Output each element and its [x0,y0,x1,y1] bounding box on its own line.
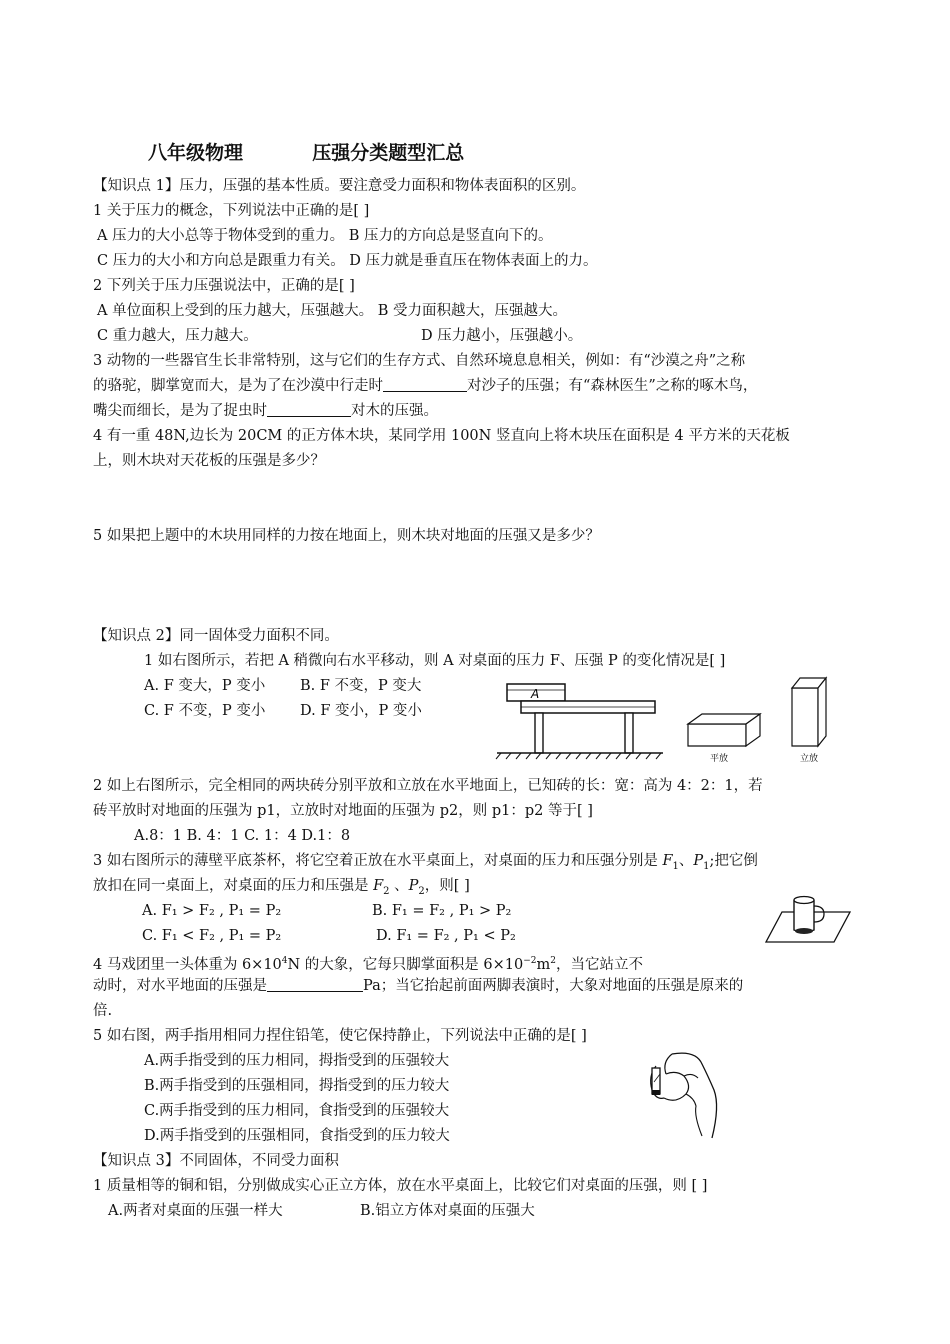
question-3-1-option-b: B.铝立方体对桌面的压强大 [360,1203,535,1219]
question-2-5-option-b: B.两手指受到的压强相同，拇指受到的压力较大 [144,1078,450,1094]
cup-on-table-figure [764,890,854,946]
question-1-3-line1: 3 动物的一些器官生长非常特别，这与它们的生存方式、自然环境息息相关，例如：有“沙漠之舟”之称 [93,353,746,369]
question-2-3-option-b: B. F₁ = F₂ , P₁ > P₂ [372,903,512,919]
hand-outline [672,1053,717,1138]
question-1-2: 2 下列关于压力压强说法中，正确的是[ ] [93,278,355,294]
question-2-2-line2: 砖平放时对地面的压强为 p1，立放时对地面的压强为 p2，则 p1：p2 等于[ ] [93,803,593,819]
question-2-1: 1 如右图所示，若把 A 稍微向右水平移动，则 A 对桌面的压力 F、压强 P 的变化情况是[ ] [144,653,726,669]
block-a-label: A [531,687,540,701]
question-1-3-line2: 的骆驼，脚掌宽而大，是为了在沙漠中行走时 对沙子的压强；有“森林医生”之称的啄木鸟， [93,378,758,394]
question-1-2-options-ab: A 单位面积上受到的压力越大，压强越大。 B 受力面积越大，压强越大。 [97,303,567,319]
knowledge-point-1: 【知识点 1】压力，压强的基本性质。要注意受力面积和物体表面积的区别。 [93,178,586,194]
question-2-5-option-d: D.两手指受到的压强相同，食指受到的压力较大 [144,1128,450,1144]
question-2-3-option-c: C. F₁ < F₂ , P₁ = P₂ [142,928,282,944]
question-2-3-line1: 3 如右图所示的薄壁平底茶杯，将它空着正放在水平桌面上，对桌面的压力和压强分别是 $F_1$、$P_1$;把它倒 [93,853,758,872]
question-1-1-options-ab: A 压力的大小总等于物体受到的重力。 B 压力的方向总是竖直向下的。 [97,228,553,244]
answer-blank[interactable] [267,402,351,417]
title-grade: 八年级物理 [148,142,244,164]
answer-blank[interactable] [267,977,363,992]
question-2-5-option-a: A.两手指受到的压力相同，拇指受到的压强较大 [144,1053,450,1069]
question-2-3-option-d: D. F₁ = F₂ , P₁ < P₂ [376,928,516,944]
question-1-2-option-d: D 压力越小，压强越小。 [421,328,583,344]
question-2-4-line3: 倍. [93,1003,113,1019]
hand-pencil-figure [636,1046,726,1142]
question-2-1-option-d: D. F 变小，P 变小 [300,703,422,719]
cup-body [794,900,814,932]
question-2-4-line1: 4 马戏团里一头体重为 $6\times 10^4N$ 的大象，它每只脚掌面积是 $6\times 10^{-2}m^2$，当它站立不 [93,956,644,973]
question-2-2-line1: 2 如上右图所示，完全相同的两块砖分别平放和立放在水平地面上，已知砖的长：宽：高为 4：2：1，若 [93,778,763,794]
knowledge-point-2: 【知识点 2】同一固体受力面积不同。 [93,628,339,644]
question-2-1-option-a: A. F 变大，P 变小 [144,678,266,694]
question-2-5-option-c: C.两手指受到的压力相同，食指受到的压强较大 [144,1103,450,1119]
question-1-3-line3: 嘴尖而细长，是为了捉虫时 对木的压强。 [93,403,438,419]
question-2-1-option-b: B. F 不变，P 变大 [300,678,422,694]
question-1-4-line2: 上，则木块对天花板的压强是多少？ [93,453,325,469]
brick-upright [792,678,826,746]
brick-flat [688,714,760,746]
table-block-figure [495,676,665,762]
question-2-3-option-a: A. F₁ > F₂ , P₁ = P₂ [142,903,282,919]
question-1-1: 1 关于压力的概念，下列说法中正确的是[ ] [93,203,370,219]
brick-upright-label: 立放 [800,754,819,764]
question-1-4-line1: 4 有一重 48N,边长为 20CM 的正方体木块，某同学用 100N 竖直向上将木块压在面积是 4 平方米的天花板 [93,428,790,444]
question-2-4-line2: 动时，对水平地面的压强是 Pa；当它抬起前面两脚表演时，大象对地面的压强是原来的 [93,978,744,994]
knowledge-point-3: 【知识点 3】不同固体，不同受力面积 [93,1153,339,1169]
question-1-5: 5 如果把上题中的木块用同样的力按在地面上，则木块对地面的压强又是多少？ [93,528,600,544]
brick-flat-label: 平放 [710,754,729,764]
answer-blank[interactable] [383,377,467,392]
title-topic: 压强分类题型汇总 [312,142,465,164]
bricks-figure [684,674,834,768]
question-1-2-option-c: C 重力越大，压力越大。 [97,328,258,344]
question-2-3-line2: 放扣在同一桌面上，对桌面的压力和压强是 $F_2$ 、$P_2$，则[ ] [93,878,470,897]
question-2-5: 5 如右图，两手指用相同力捏住铅笔，使它保持静止，下列说法中正确的是[ ] [93,1028,587,1044]
question-2-2-options: A.8：1 B. 4：1 C. 1：4 D.1：8 [134,828,351,844]
question-1-1-options-cd: C 压力的大小和方向总是跟重力有关。 D 压力就是垂直压在物体表面上的力。 [97,253,598,269]
question-3-1-option-a: A.两者对桌面的压强一样大 [108,1203,283,1219]
question-2-1-option-c: C. F 不变，P 变小 [144,703,266,719]
page-title [148,138,464,165]
question-3-1: 1 质量相等的铜和铝，分别做成实心正立方体，放在水平桌面上，比较它们对桌面的压强，则 [ ] [93,1178,708,1194]
